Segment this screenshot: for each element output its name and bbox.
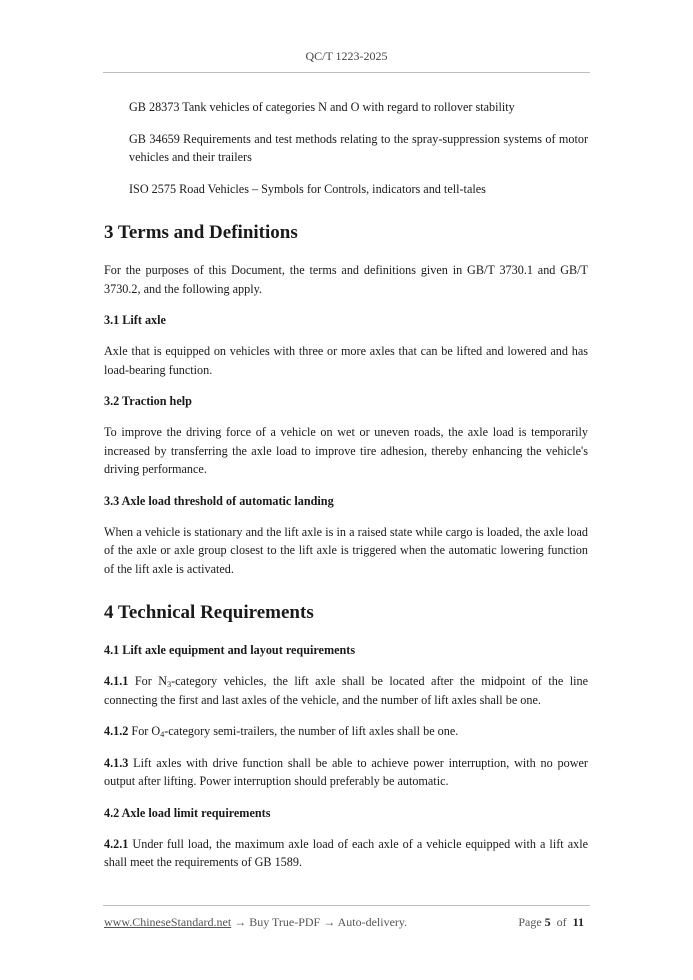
term-3-1-heading: 3.1 Lift axle (104, 313, 166, 327)
clause-4-1-3 (104, 754, 588, 791)
clause-4-1-1-subscript: 3 (167, 680, 172, 689)
footer-site-link[interactable]: www.ChineseStandard.net (104, 915, 232, 929)
clause-4-1-2-number: 4.1.2 (104, 724, 129, 738)
section-3-heading: 3 Terms and Definitions (104, 222, 298, 243)
arrow-right-icon: → (320, 915, 338, 929)
clause-4-2-1 (104, 835, 588, 872)
term-3-3-definition: When a vehicle is stationary and the lift axle is in a raised state while cargo is loaded, the axle load of the axle or axle group closest to the lift axle is triggered when the automatic lowering function of the lift axle is activated. (104, 524, 588, 576)
current-page-number: 5 (544, 915, 551, 929)
clause-4-1-2-text-end: -category semi-trailers, the number of lift axles shall be one. (164, 724, 459, 738)
term-3-3-heading: 3.3 Axle load threshold of automatic landing (104, 493, 334, 508)
term-3-1-definition: Axle that is equipped on vehicles with three or more axles that can be lifted and lowered and has load-bearing function. (104, 344, 588, 377)
clause-4-1-2 (104, 722, 588, 741)
reference-iso2575: ISO 2575 Road Vehicles – Symbols for Controls, indicators and tell-tales (129, 181, 486, 196)
total-pages-number: 11 (572, 915, 584, 929)
clause-4-2-1-number: 4.2.1 (104, 836, 129, 851)
term-3-2-heading: 3.2 Traction help (104, 394, 192, 408)
document-id-header: QC/T 1223-2025 (305, 49, 388, 63)
clause-4-2-1-text: Under full load, the maximum axle load of each axle of a vehicle equipped with a lift axle shall meet the requirements of GB 1589. (104, 836, 588, 869)
clause-4-1-3-text: Lift axles with drive function shall be able to achieve power interruption, with no power output after lifting. Power interruption should preferably be automatic. (104, 755, 588, 788)
footer-delivery-text: Auto-delivery. (337, 915, 408, 929)
footer-divider (103, 905, 590, 906)
page-of-label: of (556, 915, 567, 929)
clause-4-1-1-text-start: For N (128, 674, 168, 688)
clause-4-1-1-number: 4.1.1 (104, 674, 129, 688)
subsection-4-1-heading: 4.1 Lift axle equipment and layout requirements (104, 643, 356, 657)
page-label: Page (518, 915, 542, 929)
clause-4-1-1 (104, 672, 588, 709)
header-divider (103, 72, 590, 73)
clause-4-1-1-text-end: -category vehicles, the lift axle shall be located after the midpoint of the line connecting the first and last axles of the vehicle, and the number of lift axles shall be one. (104, 674, 588, 707)
page-content (104, 98, 588, 885)
term-3-2-definition: To improve the driving force of a vehicle on wet or uneven roads, the axle load is temporarily increased by transferring the axle load to improve tire adhesion, thereby enhancing the vehicle's driving performance. (104, 425, 588, 476)
footer-buy-text: Buy True-PDF (249, 915, 321, 929)
footer-promo (104, 915, 407, 930)
reference-gb28373: GB 28373 Tank vehicles of categories N and O with regard to rollover stability (129, 100, 515, 114)
clause-4-1-2-subscript: 4 (160, 730, 165, 739)
arrow-right-icon: → (231, 915, 250, 929)
page-indicator (518, 915, 584, 930)
clause-4-1-3-number: 4.1.3 (104, 755, 129, 770)
section-4-heading: 4 Technical Requirements (104, 602, 314, 623)
clause-4-1-2-text-start: For O (128, 724, 161, 738)
reference-gb34659: GB 34659 Requirements and test methods relating to the spray-suppression systems of motor vehicles and their trailers (129, 131, 588, 164)
section-3-intro: For the purposes of this Document, the terms and definitions given in GB/T 3730.1 and GB/T 3730.2, and the following apply. (104, 263, 588, 296)
subsection-4-2-heading: 4.2 Axle load limit requirements (104, 805, 271, 820)
